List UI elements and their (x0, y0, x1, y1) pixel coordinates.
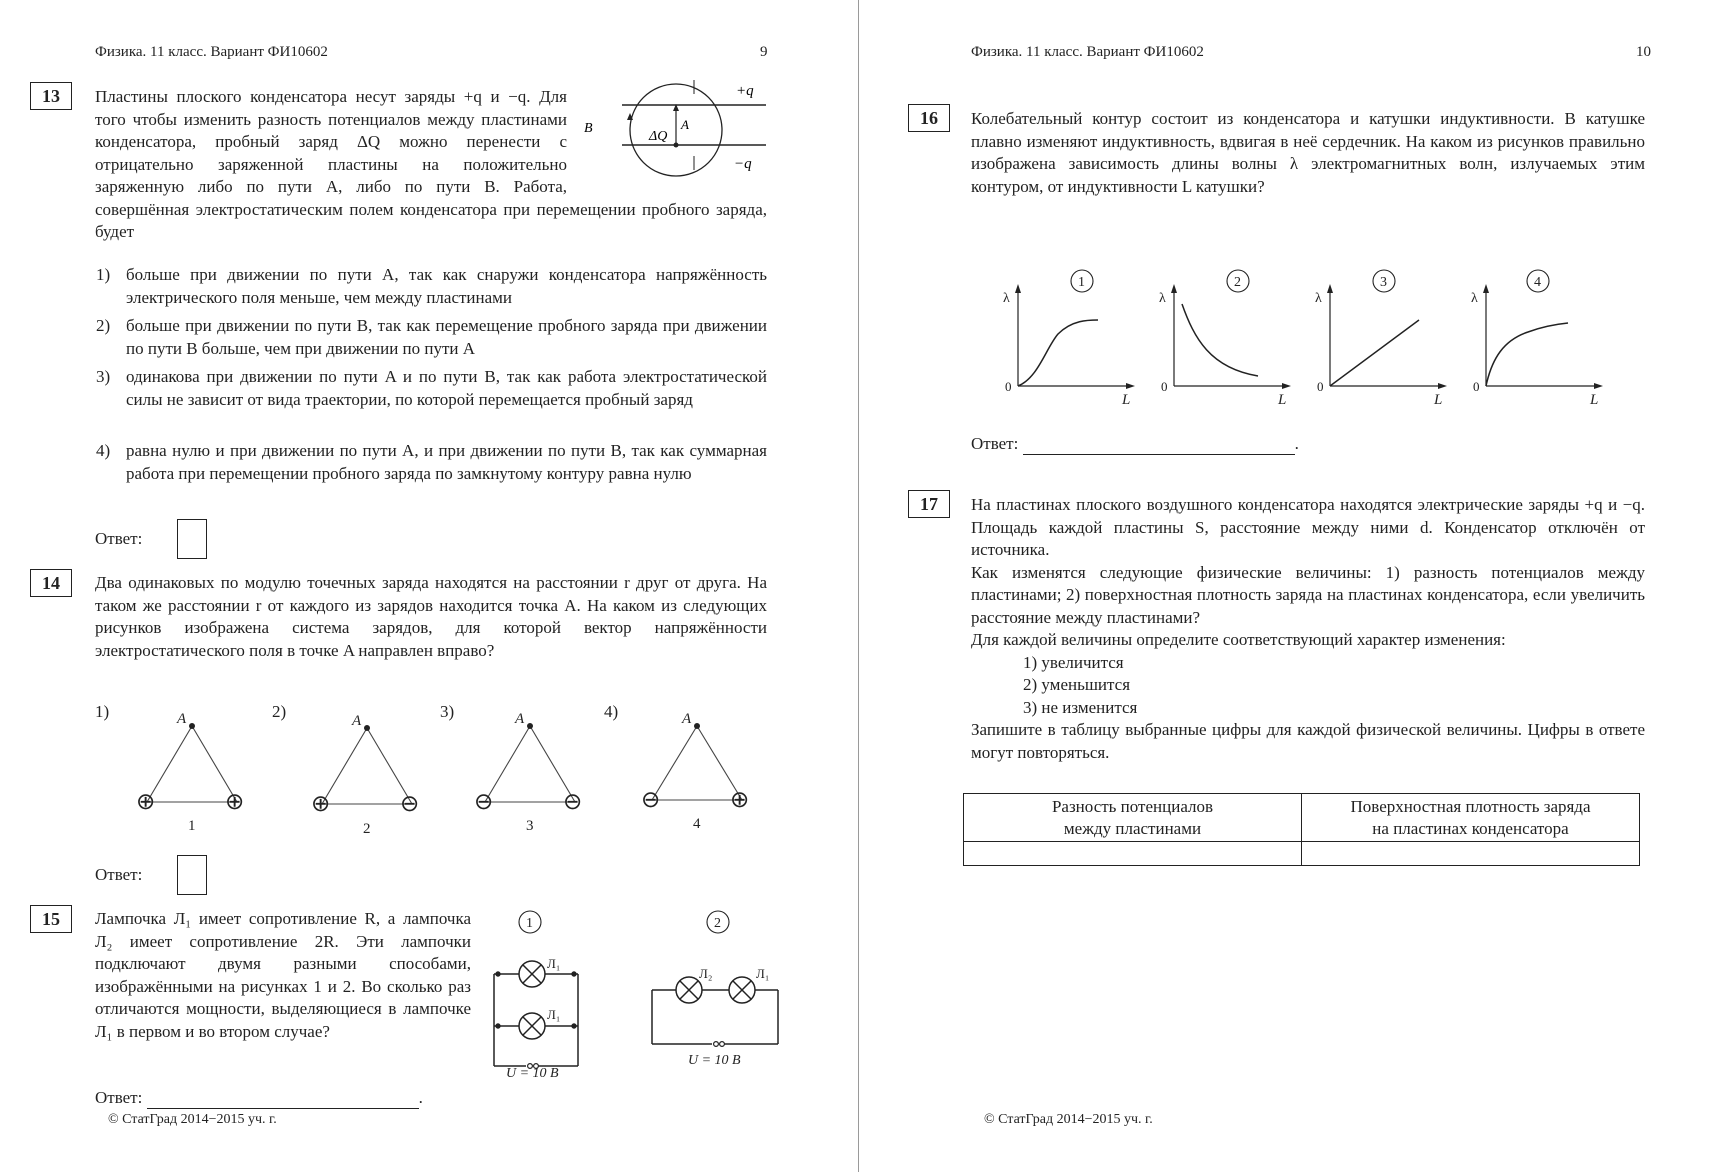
voltage-label: U = 10 В (688, 1053, 741, 1068)
header-line: Разность потенциалов (1051, 796, 1214, 816)
origin-label: 0 (1473, 379, 1480, 394)
answer-cell[interactable] (1302, 842, 1640, 866)
q17-paragraph: Запишите в таблицу выбранные цифры для каждой физической величины. Цифры в ответе могут повторяться. (971, 720, 1645, 762)
circuit-2 (652, 911, 778, 1068)
answer-end: . (1294, 434, 1299, 453)
q17-paragraph: Как изменятся следующие физические величины: 1) разность потенциалов между пластинами; 2) поверхностная плотность заряда на пластинах конденсатора, если увеличить расстояние между пластинами? (971, 562, 1645, 627)
page-header: Физика. 11 класс. Вариант ФИ10602 (971, 44, 1204, 60)
x-axis-label: L (1434, 392, 1443, 408)
answer-blank[interactable] (147, 1088, 419, 1109)
triangle-3 (474, 711, 582, 834)
figure-caption: 3 (526, 818, 534, 834)
y-axis-label: λ (1471, 291, 1478, 306)
q14-figure-label: 4) (604, 702, 619, 721)
q13-option[interactable] (96, 315, 767, 360)
answer-cell[interactable] (964, 842, 1302, 866)
x-axis-label: L (1122, 392, 1131, 408)
graph-number: 4 (1534, 275, 1541, 290)
header-line: между пластинами (1063, 818, 1202, 838)
graph-1 (1003, 270, 1135, 408)
charge-left: ⊕ (136, 789, 156, 814)
point-a (364, 725, 370, 731)
q17-choice: 2) уменьшится (1023, 675, 1131, 694)
answer-end: . (418, 1088, 423, 1107)
point-a-label: A (177, 711, 187, 727)
delta-q-label: ΔQ (649, 129, 668, 144)
test-charge (674, 143, 679, 148)
q17-text (971, 494, 1645, 764)
q17-paragraph: На пластинах плоского воздушного конденсатора находятся электрические заряды +q и −q. Площадь каждой пластины S, расстояние между ними d. Конденсатор отключён от источника. (971, 495, 1645, 559)
option-number: 3) (96, 367, 111, 386)
q13-option[interactable] (96, 440, 767, 485)
q15-circuits-figure (478, 906, 798, 1081)
curve (1182, 304, 1258, 376)
option-text: одинакова при движении по пути A и по пути B, так как работа электростатической силы не зависит от вида траектории, по которой перемещается пробный заряд (126, 367, 767, 409)
point-b-label: B (584, 121, 593, 136)
q16-answer-line[interactable] (971, 434, 1299, 455)
q14-answer-label: Ответ: (95, 865, 143, 884)
plus-q-label: +q (736, 83, 754, 99)
q17-paragraph: Для каждой величины определите соответствующий характер изменения: (971, 630, 1506, 649)
point-a-label: A (352, 713, 362, 729)
point-a-label: A (682, 711, 692, 727)
question-number-13: 13 (30, 82, 72, 110)
lamp-label: Л₁ (547, 956, 561, 971)
header-line: Поверхностная плотность заряда (1350, 796, 1591, 816)
header-line: на пластинах конденсатора (1372, 818, 1569, 838)
question-number-14: 14 (30, 569, 72, 597)
figure-caption: 4 (693, 816, 701, 832)
minus-q-label: −q (734, 156, 752, 172)
question-number-16: 16 (908, 104, 950, 132)
point-a (694, 723, 700, 729)
charge-right: ⊖ (400, 791, 420, 816)
lamp-label: Л₁ (756, 966, 770, 981)
figure-caption: 2 (363, 821, 371, 837)
q13-option[interactable] (96, 366, 767, 411)
graph-number: 2 (1234, 275, 1241, 290)
page-number: 10 (1636, 44, 1651, 60)
y-axis-label: λ (1003, 291, 1010, 306)
charge-left: ⊕ (311, 791, 331, 816)
charge-right: ⊕ (225, 789, 245, 814)
table-header-cell (964, 794, 1302, 842)
q13-answer-box[interactable] (177, 519, 207, 559)
option-number: 1) (96, 265, 111, 284)
answer-label: Ответ: (95, 1088, 143, 1107)
x-axis-label: L (1590, 392, 1599, 408)
question-number-15: 15 (30, 905, 72, 933)
circuit-number: 1 (526, 916, 533, 931)
lamp-label: Л₂ (699, 966, 713, 981)
graph-3 (1315, 270, 1447, 408)
question-number-17: 17 (908, 490, 950, 518)
page-fold (858, 0, 859, 1172)
q14-triangles-figure (120, 708, 800, 838)
q13-option[interactable] (96, 264, 767, 309)
graph-number: 1 (1078, 275, 1085, 290)
q15-text: Лампочка Л₁ имеет сопротивление R, а лампочка Л₂ имеет сопротивление 2R. Эти лампочки подключают двумя разными способами, изображёнными на рисунках 1 и 2. Во сколько раз отличаются мощности, выделяющиеся в лампочке Л₁ в первом и во втором случае? (95, 909, 471, 1041)
option-number: 2) (96, 316, 111, 335)
q17-choice: 1) увеличится (1023, 652, 1124, 672)
answer-label: Ответ: (971, 434, 1019, 453)
option-text: равна нулю и при движении по пути A, и при движении по пути B, так как суммарная работа при перемещении пробного заряда по замкнутому контуру равна нулю (126, 441, 767, 483)
curve (1486, 323, 1568, 386)
q14-figure-label: 3) (440, 702, 455, 721)
option-text: больше при движении по пути B, так как перемещение пробного заряда при движении по пути B больше, чем при движении по пути A (126, 316, 767, 358)
q13-answer-label: Ответ: (95, 529, 143, 548)
curve (1018, 320, 1098, 386)
charge-left: ⊖ (641, 787, 661, 812)
q13-capacitor-figure (584, 80, 774, 180)
voltage-label: U = 10 В (506, 1066, 559, 1081)
answer-blank[interactable] (1023, 434, 1295, 455)
triangle-4 (641, 711, 749, 832)
figure-caption: 1 (188, 818, 196, 834)
charge-right: ⊕ (730, 787, 750, 812)
origin-label: 0 (1005, 379, 1012, 394)
page-header: Физика. 11 класс. Вариант ФИ10602 (95, 44, 328, 60)
origin-label: 0 (1161, 379, 1168, 394)
charge-left: ⊖ (474, 789, 494, 814)
option-number: 4) (96, 441, 111, 460)
q14-text: Два одинаковых по модулю точечных заряда находятся на расстоянии r друг от друга. На таком же расстоянии r от каждого из зарядов находится точка A. На каком из следующих рисунков изображена система зарядов, для которой вектор напряжённости электростатического поля в точке A направлен вправо? (95, 573, 767, 660)
q13-text-body: Пластины плоского конденсатора несут заряды +q и −q. Для того чтобы изменить разность потенциалов между пластинами конденсатора, пробный заряд ΔQ можно перенести с отрицательно заряженной пластины на положительно заряженную либо по пути A, либо по пути B. Работа, совершённая электростатическим полем конденсатора при перемещении пробного заряда, будет (95, 87, 767, 241)
lamp-icon (519, 1013, 545, 1039)
q14-figure-label: 1) (95, 702, 110, 721)
curve (1330, 320, 1419, 386)
charge-right: ⊖ (563, 789, 583, 814)
circuit-number: 2 (714, 916, 721, 931)
lamp-label: Л₁ (547, 1007, 561, 1022)
point-a (189, 723, 195, 729)
page-footer: © СтатГрад 2014−2015 уч. г. (984, 1112, 1153, 1127)
q15-answer-line[interactable] (95, 1088, 423, 1109)
graph-4 (1471, 270, 1603, 408)
page-number: 9 (760, 44, 768, 60)
point-a-label: A (681, 117, 689, 132)
y-axis-label: λ (1315, 291, 1322, 306)
lamp-icon (729, 977, 755, 1003)
page-footer: © СтатГрад 2014−2015 уч. г. (108, 1112, 277, 1127)
q17-choice: 3) не изменится (1023, 697, 1138, 717)
origin-label: 0 (1317, 379, 1324, 394)
q17-answer-table (963, 793, 1640, 866)
y-axis-label: λ (1159, 291, 1166, 306)
lamp-icon (519, 961, 545, 987)
point-a-label: A (515, 711, 525, 727)
q16-graphs-figure (998, 268, 1668, 418)
q14-answer-box[interactable] (177, 855, 207, 895)
option-text: больше при движении по пути A, так как снаружи конденсатора напряжённость электрического поля меньше, чем между пластинами (126, 265, 767, 307)
triangle-2 (311, 713, 419, 837)
table-header-cell (1302, 794, 1640, 842)
right-page (860, 0, 1716, 1172)
x-axis-label: L (1278, 392, 1287, 408)
triangle-1 (136, 711, 244, 834)
circuit-1 (494, 911, 578, 1081)
graph-number: 3 (1380, 275, 1387, 290)
q14-figure-label: 2) (272, 702, 287, 721)
point-a (527, 723, 533, 729)
q16-text: Колебательный контур состоит из конденсатора и катушки индуктивности. В катушке плавно изменяют индуктивность, вдвигая в неё сердечник. На каком из рисунков правильно изображена зависимость длины волны λ электромагнитных волн, излучаемых этим контуром, от индуктивности L катушки? (971, 109, 1645, 196)
graph-2 (1159, 270, 1291, 408)
